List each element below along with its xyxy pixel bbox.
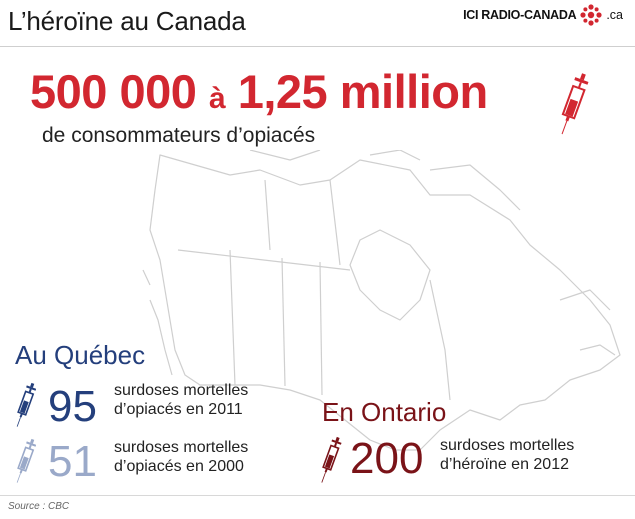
quebec-title: Au Québec (15, 340, 146, 370)
page-title: L’héroïne au Canada (8, 6, 246, 36)
syringe-icon (318, 435, 342, 485)
headline-range-end: 1,25 million (237, 65, 488, 118)
quebec-stat-2011-text (114, 381, 248, 419)
stat-line: surdoses mortelles (114, 439, 249, 456)
source-credit: Source : CBC (8, 501, 70, 512)
footer-divider (0, 495, 635, 496)
brand-tld: .ca (606, 8, 623, 22)
stat-line: d’opiacés en 2000 (114, 458, 244, 475)
stat-line: d’héroïne en 2012 (440, 456, 569, 473)
syringe-icon (14, 381, 36, 429)
ontario-title: En Ontario (322, 397, 447, 427)
quebec-stat-2011-value: 95 (48, 382, 97, 431)
headline-range (30, 64, 488, 119)
stat-line: d’opiacés en 2011 (114, 401, 243, 418)
quebec-stat-2000-text (114, 438, 248, 476)
headline-connector: à (208, 82, 226, 115)
ontario-stat-value: 200 (350, 434, 424, 483)
headline-subtitle: de consommateurs d’opiacés (42, 124, 316, 147)
radio-canada-logo-icon (580, 4, 602, 26)
title-divider (0, 46, 635, 47)
quebec-stat-2000-value: 51 (48, 437, 97, 486)
stat-line: surdoses mortelles (114, 382, 249, 399)
brand-name: ICI RADIO-CANADA (463, 8, 577, 22)
syringe-icon (14, 437, 36, 485)
headline-range-start: 500 000 (30, 65, 197, 118)
brand-logo[interactable] (463, 4, 623, 26)
ontario-stat-text (440, 436, 574, 474)
syringe-icon (556, 70, 590, 138)
stat-line: surdoses mortelles (440, 437, 575, 454)
